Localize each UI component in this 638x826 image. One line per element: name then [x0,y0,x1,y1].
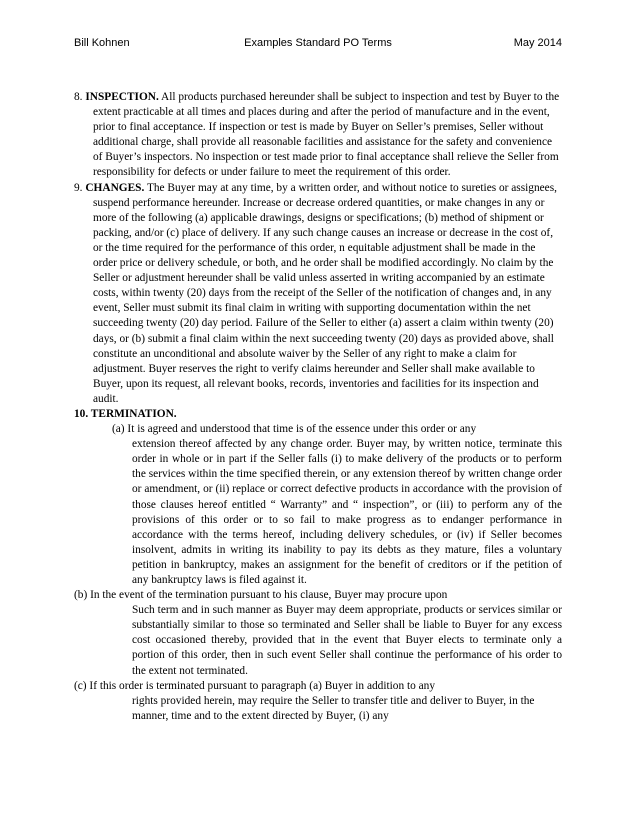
section-changes [74,181,562,407]
paragraph-b-first-line: (b) In the event of the termination pursuant to his clause, Buyer may procure upon [74,589,448,602]
paragraph-c-body: rights provided herein, may require the Seller to transfer title and deliver to Buyer, in the manner, time and to the extent directed by Buyer, (i) any [132,694,535,722]
section-9-text: The Buyer may at any time, by a written order, and without notice to sureties or assignees, suspend performance hereunder. Increase or decrease ordered quantities, or make changes in any or more of the following (a) applicable drawings, designs or specifications; (b) method of shipment or packing, and/or (c) place of delivery. If any such change causes an increase or decrease in the cost of, or the time required for the performance of this order, n equitable adjustment shall be made in the order price or delivery schedule, or both, and he order shall be modified accordingly. No claim by the Seller or adjustment hereunder shall be valid unless asserted in writing accompanied by an estimate costs, within twenty (20) days from the receipt of the Seller of the notification of changes and, in any event, Seller must submit its final claim in writing with supporting documentation within the net succeeding twenty (20) day period. Failure of the Seller to either (a) assert a claim within twenty (20) days, or (b) submit a final claim within the next succeeding twenty (20) days as provided above, shall constitute an unconditional and absolute waiver by the Seller of any right to make a claim for adjustment. Buyer reserves the right to verify claims hereunder and Seller shall make available to Buyer, upon its request, all relevant books, records, inventories and facilities for its inspection and audit. [93,181,557,405]
section-10-paragraph-a [112,422,562,588]
section-10-paragraph-b [74,588,562,679]
section-8-text: All products purchased hereunder shall be subject to inspection and test by Buyer to the extent practicable at all times and places during and after the period of manufacture and in the event, prior to final acceptance. If inspection or test is made by Buyer on Seller’s premises, Seller without additional charge, shall provide all reasonable facilities and assistance for the safety and convenience of Buyer’s inspectors. No inspection or test made prior to final acceptance shall relieve the Seller from responsibility for defects or under failure to meet the requirement of this order. [93,91,560,179]
section-9-title: CHANGES. [85,181,145,194]
paragraph-a-first-line: (a) It is agreed and understood that time is of the essence under this order or any [112,423,477,436]
section-10-paragraph-c [74,679,562,724]
paragraph-c-first-line: (c) If this order is terminated pursuant to paragraph (a) Buyer in addition to any [74,679,435,692]
section-8-title: INSPECTION. [85,91,159,103]
section-inspection [74,90,562,181]
header-title: Examples Standard PO Terms [244,37,392,49]
paragraph-a-body: extension thereof affected by any change order. Buyer may, by written notice, terminate this order in whole or in part if the Seller falls (i) to make delivery of the products or to perform the services within the time specified therein, or any extension thereof by written change order or amendment, or (ii) replace or correct defective products in accordance with the provision of those clauses hereof entitled “ Warranty” and “ inspection”, or (iii) to perform any of the provisions of this order or to so fail to make progress as to endanger performance in accordance with the terms hereof, including delivery schedules, or (iv) if Seller becomes insolvent, admits in writing its inability to pay its debts as they mature, files a voluntary petition in bankruptcy, makes an assignment for the benefit of creditors or if the petition of any bankruptcy laws is filed against it. [132,438,562,586]
paragraph-b-body: Such term and in such manner as Buyer may deem appropriate, products or services similar or substantially similar to those so terminated and Seller shall be liable to Buyer for any excess cost occasioned thereby, provided that in the event that Buyer elects to terminate only a portion of this order, then in such event Seller shall continue the performance of his order to the extent not terminated. [132,604,562,677]
section-9-number: 9. [74,181,83,194]
header-author: Bill Kohnen [74,37,130,49]
section-10-heading: 10. TERMINATION. [74,407,177,420]
section-8-number: 8. [74,91,83,103]
document-body [74,90,562,724]
header-date: May 2014 [513,37,562,49]
